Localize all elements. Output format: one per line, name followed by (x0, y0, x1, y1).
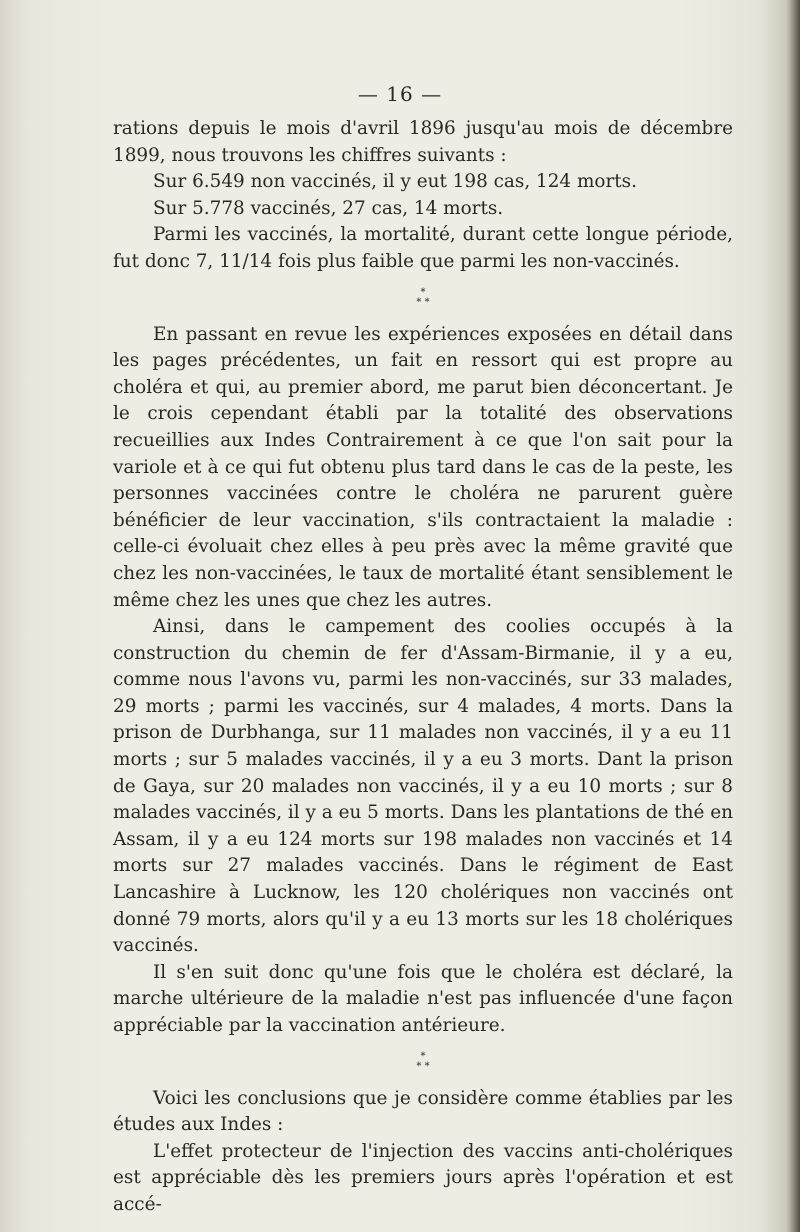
asterisk-top: * (420, 1050, 426, 1062)
asterisk-top: * (420, 286, 426, 298)
asterisk-bottom: * * (416, 1060, 430, 1072)
page-body (113, 116, 733, 1219)
section-separator (113, 288, 733, 308)
section-separator (113, 1052, 733, 1072)
paragraph: Sur 6.549 non vaccinés, il y eut 198 cas, 124 morts. (153, 171, 637, 193)
page-number: — 16 — (357, 82, 443, 106)
paragraph: En passant en revue les expériences exposées en détail dans les pages précédentes, un fait en ressort qui est propre au choléra et qui, au premier abord, me parut bien déconcertant. Je le crois cependant établi par la totalité des observations recueillies aux Indes Contrairement à ce que l'on sait pour la variole et à ce qui fut obtenu plus tard dans le cas de la peste, les personnes vaccinées contre le choléra ne parurent guère bénéficier de leur vaccination, s'ils contractaient la maladie : celle-ci évoluait chez elles à peu près avec la même gravité que chez les non-vaccinées, le taux de mortalité étant sensiblement le même chez les unes que chez les autres. (113, 323, 733, 611)
paragraph: L'effet protecteur de l'injection des vaccins anti-cholériques est appréciable dès les premiers jours après l'opération et est accé- (113, 1140, 733, 1215)
paragraph: Il s'en suit donc qu'une fois que le choléra est déclaré, la marche ultérieure de la maladie n'est pas influencée d'une façon appréciable par la vaccination antérieure. (113, 961, 733, 1036)
paragraph: Parmi les vaccinés, la mortalité, durant cette longue période, fut donc 7, 11/14 fois plus faible que parmi les non-vaccinés. (113, 224, 733, 272)
paragraph: Voici les conclusions que je considère comme établies par les études aux Indes : (113, 1087, 733, 1136)
paragraph: Sur 5.778 vaccinés, 27 cas, 14 morts. (153, 197, 504, 219)
paragraph: rations depuis le mois d'avril 1896 jusqu'au mois de décembre 1899, nous trouvons les chiffres suivants : (113, 118, 733, 166)
page-edge-shadow (786, 0, 800, 1232)
paragraph: Ainsi, dans le campement des coolies occupés à la construction du chemin de fer d'Assam-Birmanie, il y a eu, comme nous l'avons vu, parmi les non-vaccinés, sur 33 malades, 29 morts ; parmi les vaccinés, sur 4 malades, 4 morts. Dans la prison de Durbhanga, sur 11 malades non vaccinés, il y a eu 11 morts ; sur 5 malades vaccinés, il y a eu 3 morts. Dant la prison de Gaya, sur 20 malades non vaccinés, il y a eu 10 morts ; sur 8 malades vaccinés, il y a eu 5 morts. Dans les plantations de thé en Assam, il y a eu 124 morts sur 198 malades non vaccinés et 14 morts sur 27 malades vaccinés. Dans le régiment de East Lancashire à Lucknow, les 120 cholériques non vaccinés ont donné 79 morts, alors qu'il y a eu 13 morts sur les 18 cholériques vaccinés. (113, 616, 733, 957)
asterisk-bottom: * * (416, 296, 430, 308)
